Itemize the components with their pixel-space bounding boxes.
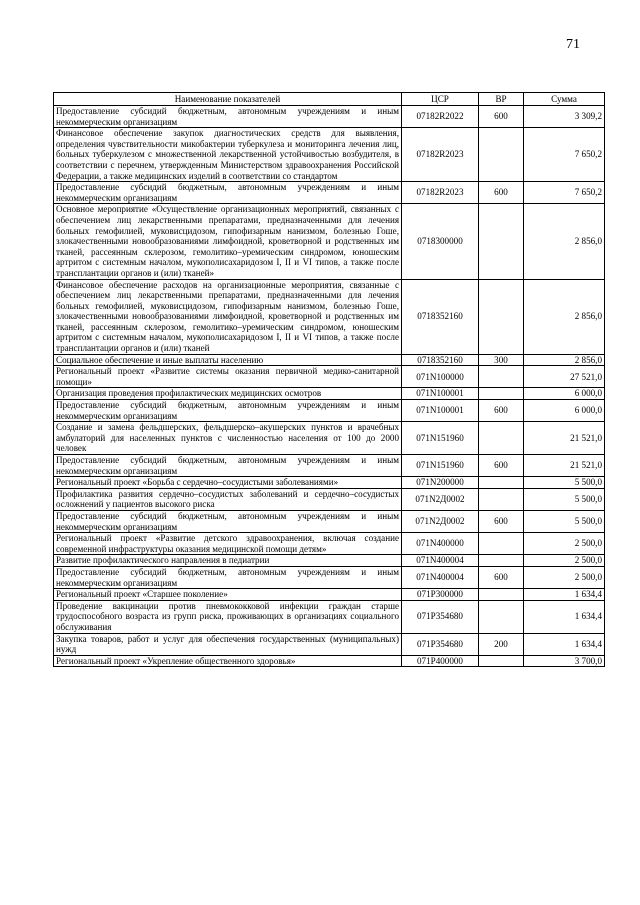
name-cell: Развитие профилактического направления в педиатрии	[54, 555, 402, 567]
vr-cell	[479, 366, 524, 388]
vr-cell: 600	[479, 455, 524, 477]
table-row	[54, 555, 605, 567]
name-cell: Проведение вакцинации против пневмококковой инфекции граждан старше трудоспособного возраста из групп риска, проживающих в организациях социального обслуживания	[54, 600, 402, 633]
csr-cell: 07182R2023	[402, 182, 479, 204]
vr-cell: 600	[479, 566, 524, 588]
table-row	[54, 533, 605, 555]
vr-cell: 600	[479, 510, 524, 532]
csr-cell: 071N100001	[402, 388, 479, 400]
sum-cell: 21 521,0	[524, 455, 605, 477]
name-cell: Финансовое обеспечение расходов на организационные мероприятия, связанные с обеспечением лиц лекарственными препаратами, предназначенными для лечения больных гемофилией, муковисцидозом, гипофизарным нанизмом, болезнью Гоше, злокачественными новообразованиями лимфоидной, кроветворной и родственных им тканей, рассеянным склерозом, гемолитико–уремическим синдромом, юношеским артритом с системным началом, мукополисахаридозом I, II и VI типов, а также после трансплантации органов и (или) тканей	[54, 279, 402, 354]
vr-cell: 600	[479, 182, 524, 204]
sum-cell: 7 650,2	[524, 182, 605, 204]
sum-cell: 21 521,0	[524, 422, 605, 455]
name-cell: Региональный проект «Старшее поколение»	[54, 589, 402, 601]
page-number: 71	[566, 37, 580, 52]
sum-cell: 1 634,4	[524, 589, 605, 601]
csr-cell: 071N200000	[402, 477, 479, 489]
csr-cell: 07182R2022	[402, 106, 479, 128]
vr-cell	[479, 204, 524, 279]
csr-cell: 071N151960	[402, 455, 479, 477]
sum-cell: 1 634,4	[524, 600, 605, 633]
table-row	[54, 400, 605, 422]
csr-cell: 071N400004	[402, 566, 479, 588]
csr-cell: 071N151960	[402, 422, 479, 455]
sum-cell: 7 650,2	[524, 128, 605, 182]
vr-cell	[479, 488, 524, 510]
name-cell: Социальное обеспечение и иные выплаты населению	[54, 354, 402, 366]
vr-cell	[479, 128, 524, 182]
sum-cell: 6 000,0	[524, 400, 605, 422]
vr-cell: 600	[479, 400, 524, 422]
vr-cell: 200	[479, 633, 524, 655]
name-cell: Региональный проект «Борьба с сердечно–сосудистыми заболеваниями»	[54, 477, 402, 489]
name-cell: Предоставление субсидий бюджетным, автономным учреждениям и иным некоммерческим организациям	[54, 400, 402, 422]
table-row	[54, 488, 605, 510]
csr-cell: 071N2Д0002	[402, 510, 479, 532]
sum-cell: 3 309,2	[524, 106, 605, 128]
csr-cell: 071P354680	[402, 633, 479, 655]
csr-cell: 071P300000	[402, 589, 479, 601]
vr-cell	[479, 589, 524, 601]
sum-cell: 1 634,4	[524, 633, 605, 655]
table-row	[54, 510, 605, 532]
name-cell: Основное мероприятие «Осуществление организационных мероприятий, связанных с обеспечением лиц лекарственными препаратами, предназначенными для лечения больных гемофилией, муковисцидозом, гипофизарным нанизмом, болезнью Гоше, злокачественными новообразованиями лимфоидной, кроветворной и родственных им тканей, рассеянным склерозом, гемолитико–уремическим синдромом, юношеским артритом с системным началом, мукополисахаридозом I, II и VI типов, а также после трансплантации органов и (или) тканей»	[54, 204, 402, 279]
name-cell: Организация проведения профилактических медицинских осмотров	[54, 388, 402, 400]
csr-cell: 0718352160	[402, 354, 479, 366]
csr-cell: 0718300000	[402, 204, 479, 279]
csr-cell: 07182R2023	[402, 128, 479, 182]
table-row	[54, 422, 605, 455]
table-row	[54, 633, 605, 655]
header-csr: ЦСР	[402, 93, 479, 106]
name-cell: Региональный проект «Развитие детского здравоохранения, включая создание современной инфраструктуры оказания медицинской помощи детям»	[54, 533, 402, 555]
sum-cell: 3 700,0	[524, 655, 605, 667]
name-cell: Создание и замена фельдшерских, фельдшерско–акушерских пунктов и врачебных амбулаторий для населенных пунктов с численностью населения от 100 до 2000 человек	[54, 422, 402, 455]
table-row	[54, 600, 605, 633]
sum-cell: 5 500,0	[524, 477, 605, 489]
table-row	[54, 655, 605, 667]
header-sum: Сумма	[524, 93, 605, 106]
sum-cell: 2 856,0	[524, 354, 605, 366]
sum-cell: 27 521,0	[524, 366, 605, 388]
table-row	[54, 182, 605, 204]
table-row	[54, 106, 605, 128]
csr-cell: 071N400000	[402, 533, 479, 555]
sum-cell: 2 500,0	[524, 566, 605, 588]
vr-cell	[479, 555, 524, 567]
name-cell: Предоставление субсидий бюджетным, автономным учреждениям и иным некоммерческим организациям	[54, 455, 402, 477]
table-row	[54, 388, 605, 400]
sum-cell: 2 500,0	[524, 555, 605, 567]
name-cell: Региональный проект «Укрепление общественного здоровья»	[54, 655, 402, 667]
name-cell: Предоставление субсидий бюджетным, автономным учреждениям и иным некоммерческим организациям	[54, 182, 402, 204]
csr-cell: 071P400000	[402, 655, 479, 667]
header-vr: ВР	[479, 93, 524, 106]
csr-cell: 0718352160	[402, 279, 479, 354]
vr-cell	[479, 422, 524, 455]
name-cell: Предоставление субсидий бюджетным, автономным учреждениям и иным некоммерческим организациям	[54, 510, 402, 532]
vr-cell: 300	[479, 354, 524, 366]
table-row	[54, 589, 605, 601]
table-row	[54, 354, 605, 366]
name-cell: Финансовое обеспечение закупок диагностических средств для выявления, определения чувствительности микобактерии туберкулеза и мониторинга лечения лиц, больных туберкулезом с множественной лекарственной устойчивостью возбудителя, в соответствии с перечнем, утвержденным Министерством здравоохранения Российской Федерации, а также медицинских изделий в соответствии со стандартом	[54, 128, 402, 182]
sum-cell: 2 500,0	[524, 533, 605, 555]
table-header-row	[54, 93, 605, 106]
name-cell: Закупка товаров, работ и услуг для обеспечения государственных (муниципальных) нужд	[54, 633, 402, 655]
csr-cell: 071P354680	[402, 600, 479, 633]
name-cell: Предоставление субсидий бюджетным, автономным учреждениям и иным некоммерческим организациям	[54, 566, 402, 588]
vr-cell	[479, 279, 524, 354]
name-cell: Региональный проект «Развитие системы оказания первичной медико-санитарной помощи»	[54, 366, 402, 388]
sum-cell: 2 856,0	[524, 279, 605, 354]
csr-cell: 071N100001	[402, 400, 479, 422]
vr-cell	[479, 388, 524, 400]
table-row	[54, 566, 605, 588]
budget-table	[53, 92, 605, 667]
csr-cell: 071N400004	[402, 555, 479, 567]
table-row	[54, 204, 605, 279]
sum-cell: 2 856,0	[524, 204, 605, 279]
name-cell: Профилактика развития сердечно–сосудистых заболеваний и сердечно–сосудистых осложнений у пациентов высокого риска	[54, 488, 402, 510]
sum-cell: 5 500,0	[524, 510, 605, 532]
csr-cell: 071N2Д0002	[402, 488, 479, 510]
vr-cell: 600	[479, 106, 524, 128]
vr-cell	[479, 533, 524, 555]
table-row	[54, 279, 605, 354]
table-row	[54, 455, 605, 477]
sum-cell: 6 000,0	[524, 388, 605, 400]
header-name: Наименование показателей	[54, 93, 402, 106]
table-row	[54, 366, 605, 388]
vr-cell	[479, 655, 524, 667]
vr-cell	[479, 477, 524, 489]
csr-cell: 071N100000	[402, 366, 479, 388]
table-row	[54, 477, 605, 489]
name-cell: Предоставление субсидий бюджетным, автономным учреждениям и иным некоммерческим организациям	[54, 106, 402, 128]
table-row	[54, 128, 605, 182]
vr-cell	[479, 600, 524, 633]
sum-cell: 5 500,0	[524, 488, 605, 510]
